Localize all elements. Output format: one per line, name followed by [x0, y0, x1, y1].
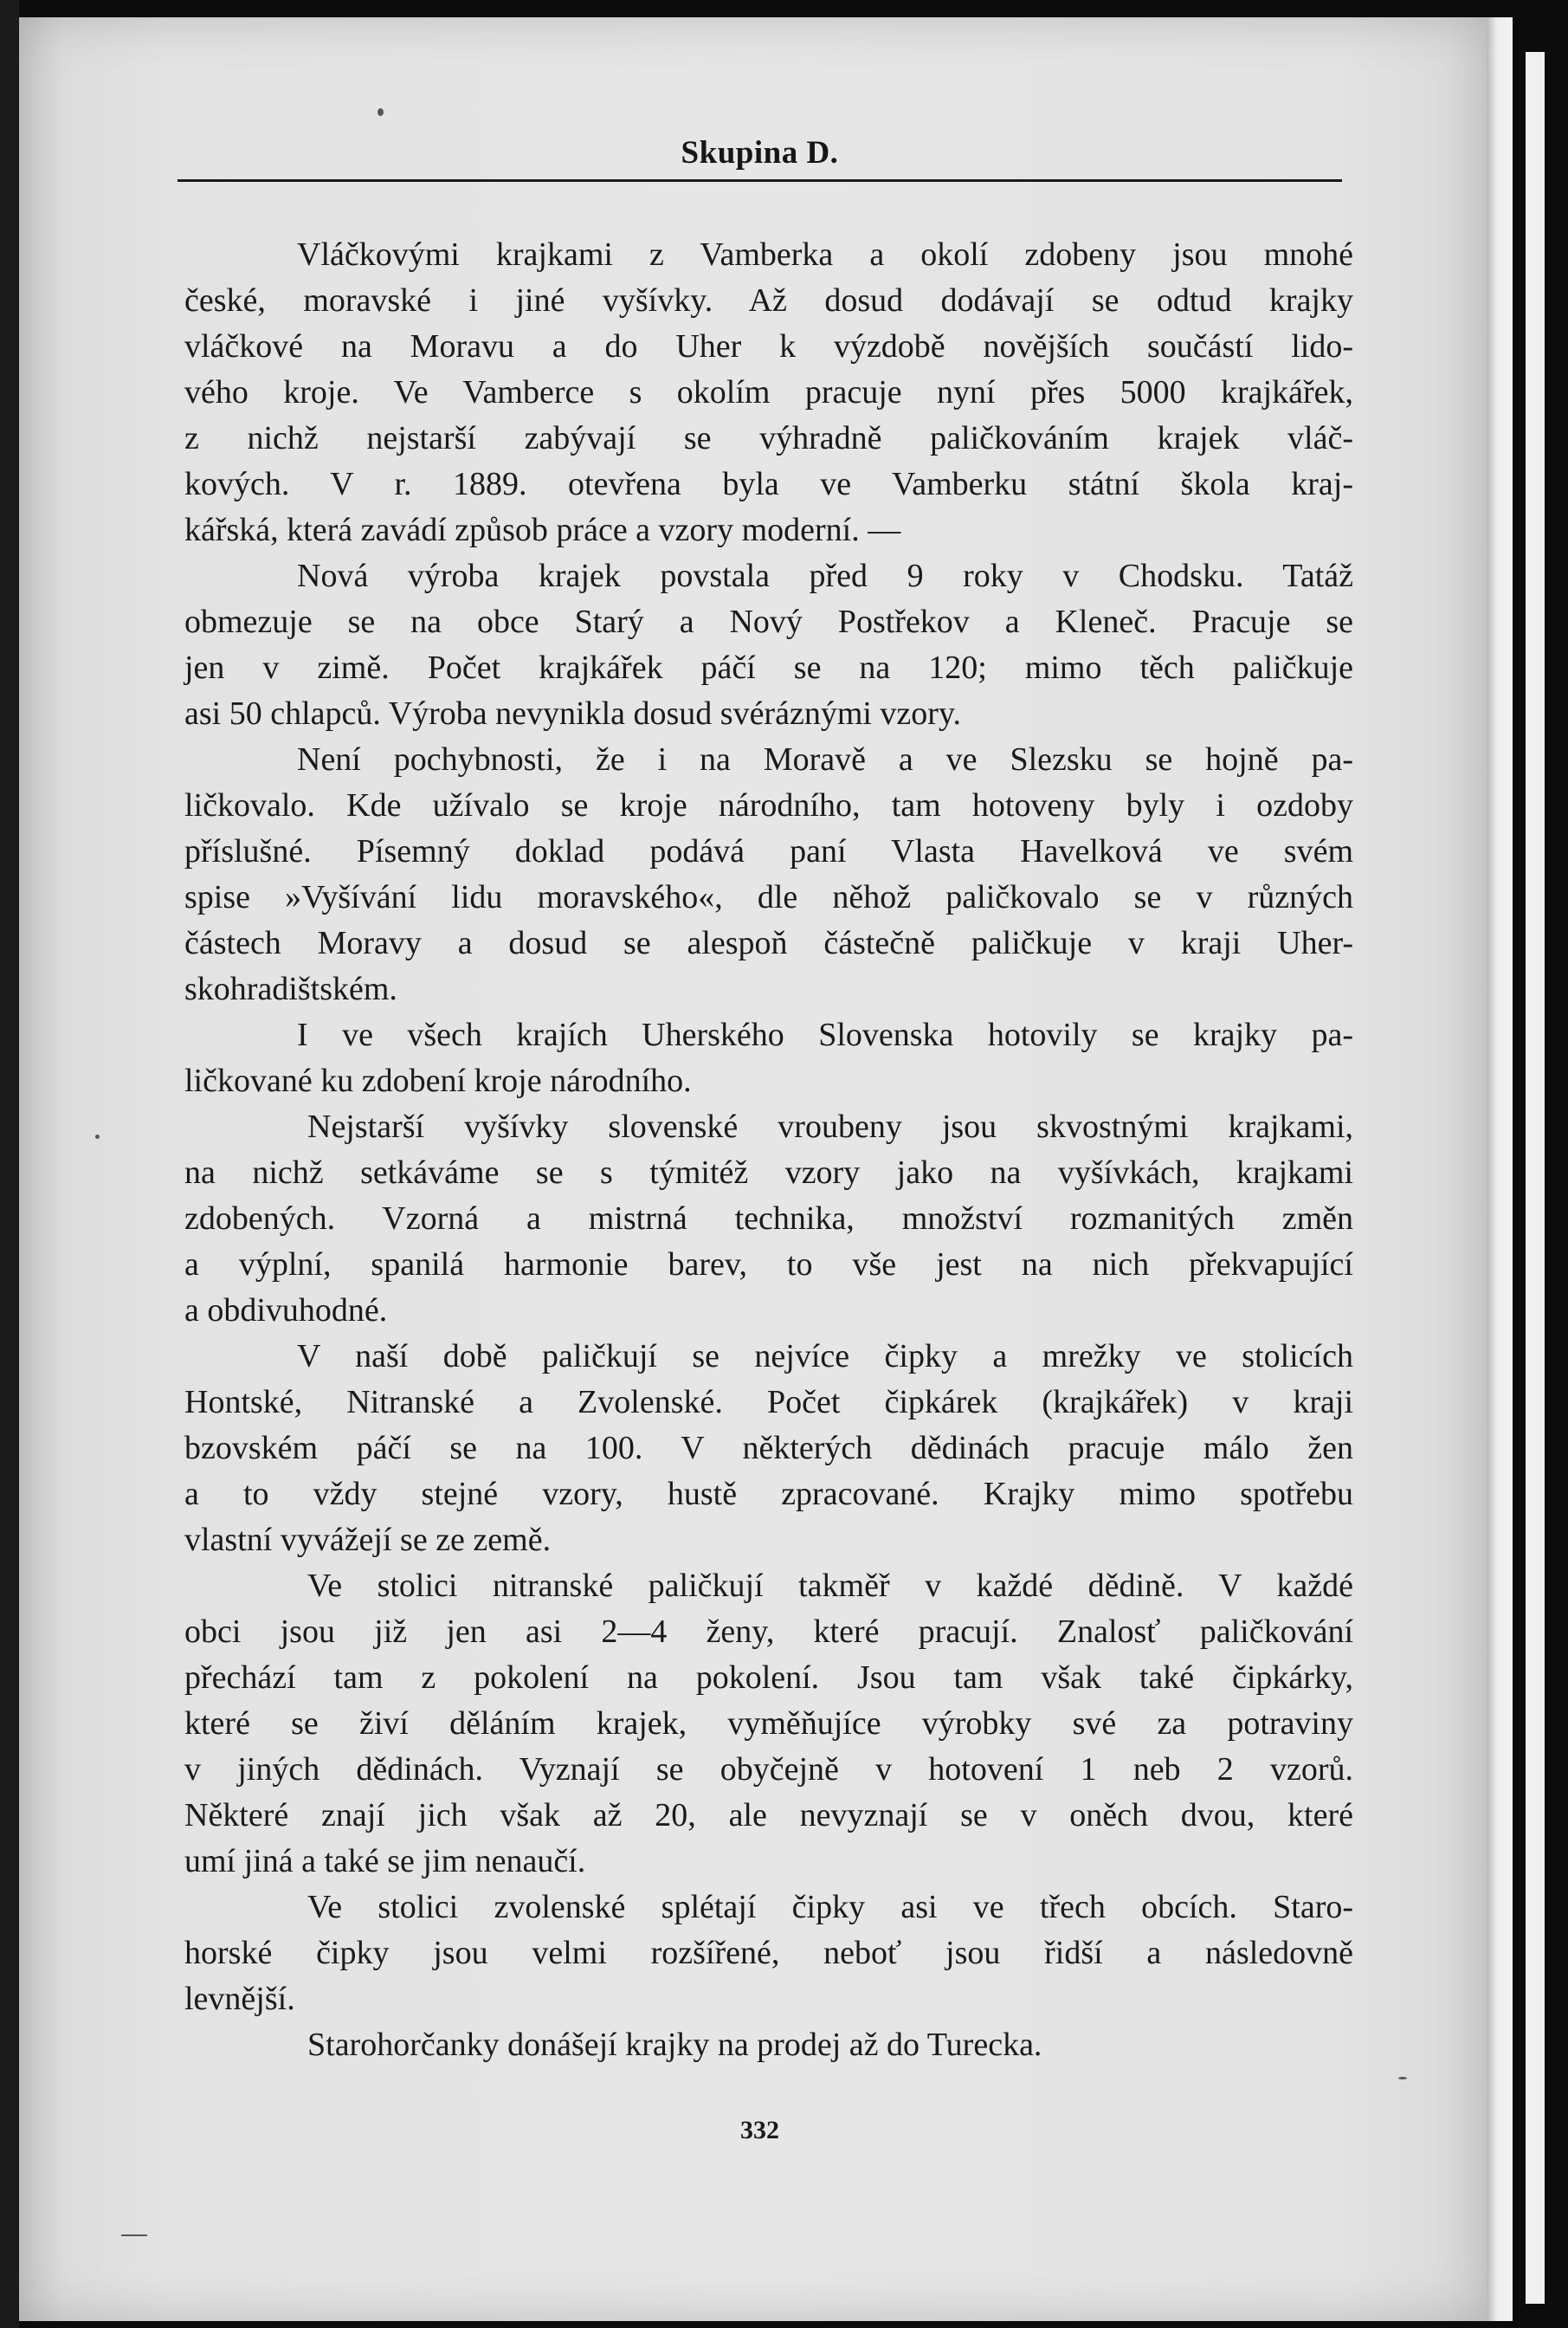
text-line: Ve stolici nitranské paličkují takměř v každé dědině. V každé — [307, 1568, 1353, 1604]
text-line: skohradištském. — [184, 971, 397, 1007]
text-line: ličkovalo. Kde užívalo se kroje národního, tam hotoveny byly i ozdoby — [184, 787, 1353, 824]
text-line: z nichž nejstarší zabývají se výhradně paličkováním krajek vláč- — [184, 420, 1353, 456]
text-line: Vláčkovými krajkami z Vamberka a okolí zdobeny jsou mnohé — [297, 236, 1353, 273]
text-line: a to vždy stejné vzory, hustě zpracované. Krajky mimo spotřebu — [184, 1476, 1353, 1512]
text-line: obci jsou již jen asi 2—4 ženy, které pracují. Znalosť paličkování — [184, 1613, 1353, 1650]
body-text — [184, 232, 1353, 2068]
text-line: ličkované ku zdobení kroje národního. — [184, 1063, 692, 1099]
scan-speck — [121, 2234, 147, 2236]
text-line: české, moravské i jiné vyšívky. Až dosud dodávají se odtud krajky — [184, 282, 1353, 319]
running-header: Skupina D. — [681, 135, 839, 171]
text-line: Hontské, Nitranské a Zvolenské. Počet čipkárek (krajkářek) v kraji — [184, 1384, 1353, 1420]
text-line: a výplní, spanilá harmonie barev, to vše jest na nich překvapující — [184, 1246, 1353, 1283]
text-line: které se živí děláním krajek, vyměňujíce výrobky své za potraviny — [184, 1705, 1353, 1742]
text-line: Není pochybnosti, že i na Moravě a ve Slezsku se hojně pa- — [297, 741, 1353, 778]
text-line: Nejstarší vyšívky slovenské vroubeny jsou skvostnými krajkami, — [307, 1109, 1353, 1145]
text-line: bzovském páčí se na 100. V některých dědinách pracuje málo žen — [184, 1430, 1353, 1466]
scan-edge — [0, 0, 19, 2328]
text-line: zdobených. Vzorná a mistrná technika, množství rozmanitých změn — [184, 1200, 1353, 1237]
text-line: horské čipky jsou velmi rozšířené, neboť jsou řidší a následovně — [184, 1935, 1353, 1971]
text-line: a obdivuhodné. — [184, 1292, 388, 1329]
text-line: Ve stolici zvolenské splétají čipky asi ve třech obcích. Staro- — [307, 1889, 1353, 1925]
header-rule — [177, 179, 1342, 182]
text-line: vlastní vyvážejí se ze země. — [184, 1522, 552, 1558]
text-line: Nová výroba krajek povstala před 9 roky v Chodsku. Tatáž — [297, 558, 1353, 594]
text-line: na nichž setkáváme se s týmitéž vzory jako na vyšívkách, krajkami — [184, 1154, 1353, 1191]
text-line: Starohorčanky donášejí krajky na prodej až do Turecka. — [307, 2027, 1042, 2063]
text-line: levnější. — [184, 1981, 295, 2017]
text-line: spise »Vyšívání lidu moravského«, dle něhož paličkovalo se v různých — [184, 879, 1353, 915]
text-line: umí jiná a také se jim nenaučí. — [184, 1843, 586, 1879]
text-line: Některé znají jich však až 20, ale nevyznají se v oněch dvou, které — [184, 1797, 1353, 1833]
scan-speck — [1398, 2077, 1407, 2079]
page-gutter — [1487, 17, 1513, 2321]
scan-speck — [377, 108, 384, 116]
text-line: asi 50 chlapců. Výroba nevynikla dosud svéráznými vzory. — [184, 695, 961, 732]
text-line: příslušné. Písemný doklad podává paní Vlasta Havelková ve svém — [184, 833, 1353, 870]
text-line: V naší době paličkují se nejvíce čipky a mrežky ve stolicích — [297, 1338, 1353, 1374]
scan-speck — [95, 1135, 100, 1139]
text-line: kových. V r. 1889. otevřena byla ve Vamberku státní škola kraj- — [184, 466, 1353, 502]
text-line: kářská, která zavádí způsob práce a vzory moderní. — — [184, 512, 901, 548]
text-line: vláčkové na Moravu a do Uher k výzdobě novějších součástí lido- — [184, 328, 1353, 365]
text-line: přechází tam z pokolení na pokolení. Jsou tam však také čipkárky, — [184, 1659, 1353, 1696]
text-line: I ve všech krajích Uherského Slovenska hotovily se krajky pa- — [297, 1017, 1353, 1053]
text-line: částech Moravy a dosud se alespoň částečně paličkuje v kraji Uher- — [184, 925, 1353, 961]
text-line: obmezuje se na obce Starý a Nový Postřekov a Kleneč. Pracuje se — [184, 604, 1353, 640]
next-page-edge — [1526, 52, 1545, 2304]
text-line: vého kroje. Ve Vamberce s okolím pracuje nyní přes 5000 krajkářek, — [184, 374, 1353, 411]
text-line: jen v zimě. Počet krajkářek páčí se na 120; mimo těch paličkuje — [184, 650, 1353, 686]
page-number: 332 — [740, 2116, 779, 2144]
text-line: v jiných dědinách. Vyznají se obyčejně v hotovení 1 neb 2 vzorů. — [184, 1751, 1353, 1788]
